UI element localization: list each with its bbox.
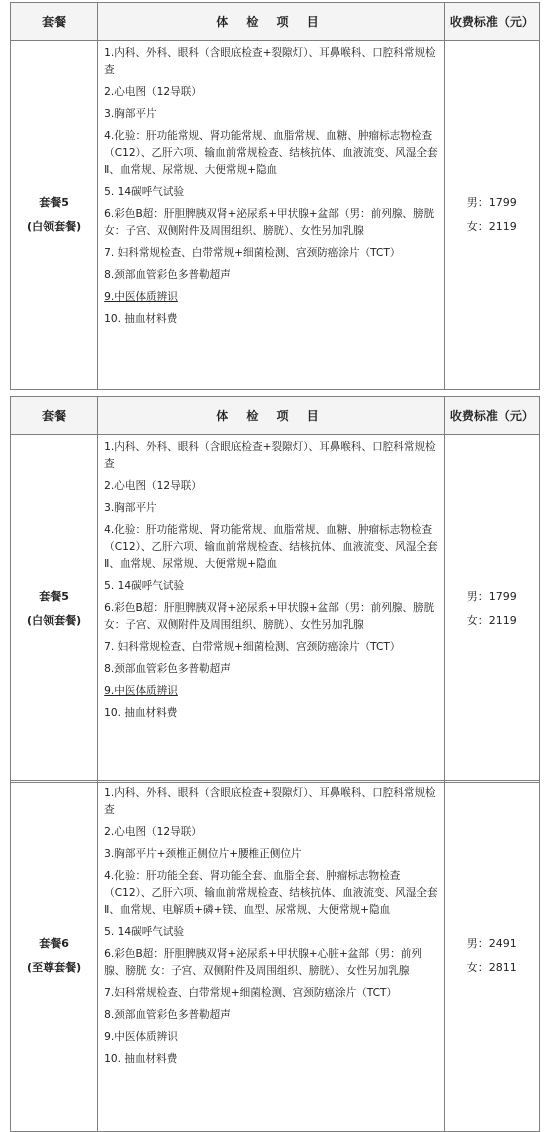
package-name: 套餐5	[39, 196, 69, 209]
list-item: 1.内科、外科、眼科（含眼底检查+裂隙灯）、耳鼻喉科、口腔科常规检查	[104, 441, 436, 470]
list-item: 3.胸部平片	[104, 502, 157, 514]
list-item: 5. 14碳呼气试验	[104, 580, 185, 592]
list-item: 8.颈部血管彩色多普勒超声	[104, 663, 231, 675]
package-subname: (白领套餐)	[27, 220, 82, 233]
header-items: 体 检 项 目	[98, 397, 445, 435]
package-name-cell	[11, 41, 98, 390]
list-item: 2.心电图（12导联）	[104, 86, 202, 98]
list-item: 8.颈部血管彩色多普勒超声	[104, 269, 231, 281]
items-cell	[98, 781, 445, 1132]
list-item: 6.彩色B超：肝胆脾胰双肾+泌尿系+甲状腺+盆部（男：前列腺、膀胱 女：子宫、双侧附件及周围组织、膀胱）、女性另加乳腺	[104, 208, 435, 237]
list-item: 8.颈部血管彩色多普勒超声	[104, 1009, 231, 1021]
list-item: 9.中医体质辨识	[104, 685, 178, 697]
list-item: 4.化验：肝功能全套、肾功能全套、血脂全套、肿瘤标志物检查（C12）、乙肝六项、输血前常规检查、结核抗体、血液流变、风湿全套Ⅱ、血常规、电解质+磷+镁、血型、尿常规、大便常规+隐血	[104, 870, 438, 916]
list-item: 7. 妇科常规检查、白带常规+细菌检测、宫颈防癌涂片（TCT）	[104, 247, 401, 259]
price-male: 男：1799	[466, 196, 517, 209]
list-item: 3.胸部平片	[104, 108, 157, 120]
package-name-cell	[11, 435, 98, 783]
list-item: 6.彩色B超：肝胆脾胰双肾+泌尿系+甲状腺+心脏+盆部（男：前列腺、膀胱 女：子宫、双侧附件及周围组织、膀胱）、女性另加乳腺	[104, 948, 422, 977]
package-table-2	[10, 396, 540, 783]
price-cell	[444, 435, 539, 783]
items-cell	[98, 41, 445, 390]
package-subname: (至尊套餐)	[27, 961, 82, 974]
list-item: 2.心电图（12导联）	[104, 480, 202, 492]
header-package: 套餐	[11, 3, 98, 41]
list-item: 7.妇科常规检查、白带常规+细菌检测、宫颈防癌涂片（TCT）	[104, 987, 398, 999]
package-subname: (白领套餐)	[27, 613, 82, 627]
list-item: 9.中医体质辨识	[104, 1031, 178, 1043]
list-item: 10. 抽血材料费	[104, 313, 178, 325]
package-row	[11, 435, 540, 783]
list-item: 2.心电图（12导联）	[104, 826, 202, 838]
list-item: 4.化验：肝功能常规、肾功能常规、血脂常规、血糖、肿瘤标志物检查（C12）、乙肝六项、输血前常规检查、结核抗体、血液流变、风湿全套Ⅱ、血常规、尿常规、大便常规+隐血	[104, 524, 438, 570]
list-item: 5. 14碳呼气试验	[104, 186, 185, 198]
list-item: 10. 抽血材料费	[104, 707, 178, 719]
price-male: 男：2491	[466, 937, 517, 950]
package-row	[11, 41, 540, 390]
list-item: 5. 14碳呼气试验	[104, 926, 185, 938]
package-name: 套餐5	[39, 589, 69, 603]
header-package: 套餐	[11, 397, 98, 435]
package-name-cell	[11, 781, 98, 1132]
header-fee: 收费标准（元）	[444, 397, 539, 435]
list-item: 7. 妇科常规检查、白带常规+细菌检测、宫颈防癌涂片（TCT）	[104, 641, 401, 653]
price-cell	[444, 41, 539, 390]
header-items: 体 检 项 目	[98, 3, 445, 41]
package-table-3	[10, 780, 540, 1132]
list-item: 6.彩色B超：肝胆脾胰双肾+泌尿系+甲状腺+盆部（男：前列腺、膀胱 女：子宫、双侧附件及周围组织、膀胱）、女性另加乳腺	[104, 602, 435, 631]
header-row	[11, 397, 540, 435]
package-name: 套餐6	[39, 937, 69, 950]
price-male: 男：1799	[466, 589, 517, 603]
package-table-1	[10, 2, 540, 390]
list-item: 10. 抽血材料费	[104, 1053, 178, 1065]
price-female: 女：2811	[466, 961, 517, 974]
list-item: 1.内科、外科、眼科（含眼底检查+裂隙灯）、耳鼻喉科、口腔科常规检查	[104, 787, 436, 816]
items-cell	[98, 435, 445, 783]
header-row	[11, 3, 540, 41]
price-cell	[444, 781, 539, 1132]
list-item: 4.化验：肝功能常规、肾功能常规、血脂常规、血糖、肿瘤标志物检查（C12）、乙肝六项、输血前常规检查、结核抗体、血液流变、风湿全套Ⅱ、血常规、尿常规、大便常规+隐血	[104, 130, 438, 176]
package-row	[11, 781, 540, 1132]
list-item: 1.内科、外科、眼科（含眼底检查+裂隙灯）、耳鼻喉科、口腔科常规检查	[104, 47, 436, 76]
list-item: 9.中医体质辨识	[104, 291, 178, 303]
header-fee: 收费标准（元）	[444, 3, 539, 41]
price-female: 女：2119	[466, 220, 517, 233]
list-item: 3.胸部平片+颈椎正侧位片+腰椎正侧位片	[104, 848, 302, 860]
price-female: 女：2119	[466, 613, 517, 627]
